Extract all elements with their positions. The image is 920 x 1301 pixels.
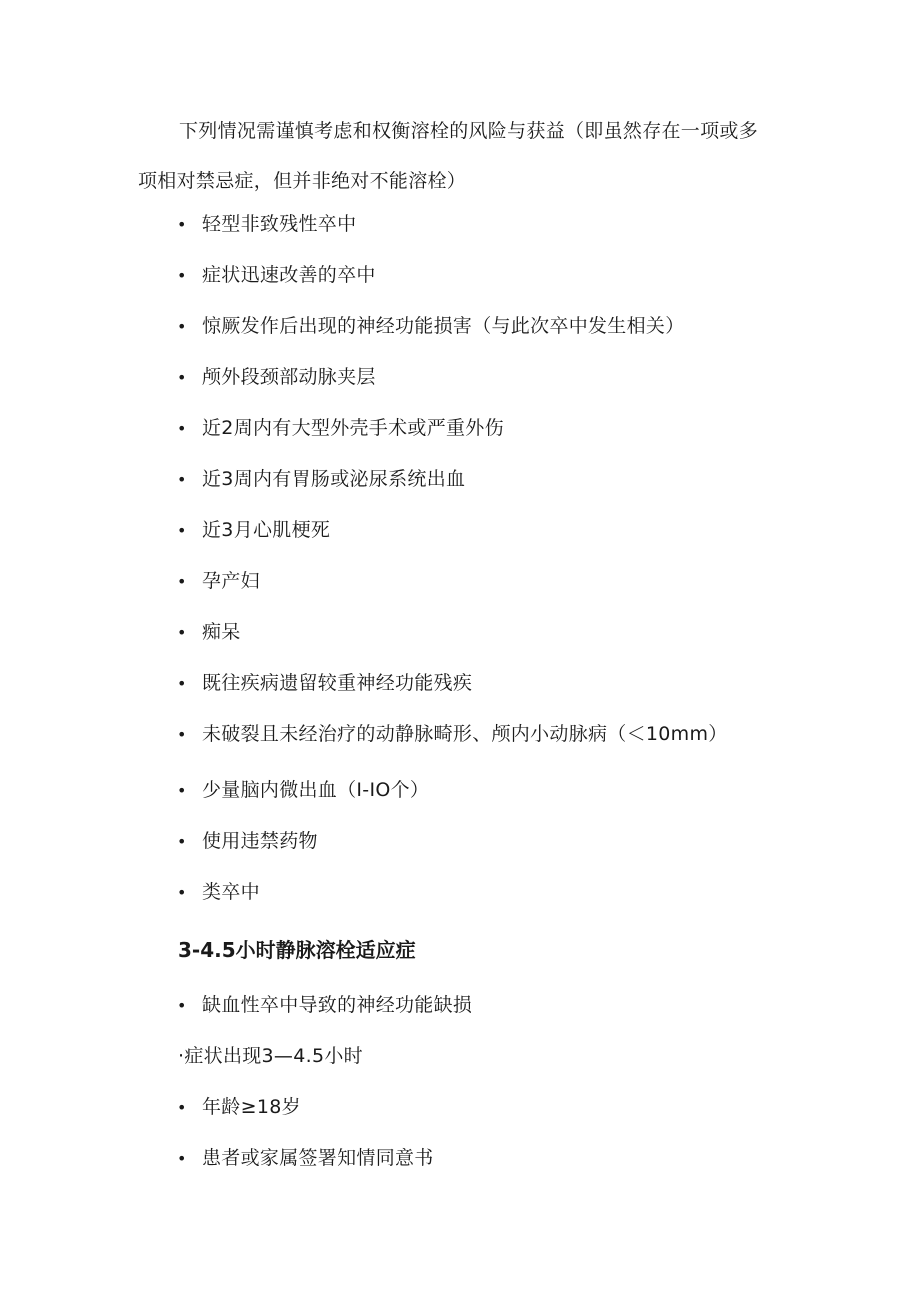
list-item: • 轻型非致残性卒中 <box>177 211 356 238</box>
bullet-icon: • <box>177 832 187 851</box>
list-item: • 使用违禁药物 <box>177 828 318 855</box>
list-item: • 少量脑内微出血（I-IO个） <box>177 777 429 804</box>
bullet-icon: • <box>177 1098 187 1117</box>
list-item: • 近3周内有胃肠或泌尿系统出血 <box>177 466 465 493</box>
bullet-icon: • <box>177 368 187 387</box>
list-item: • 缺血性卒中导致的神经功能缺损 <box>177 992 472 1019</box>
bullet-icon: • <box>177 725 187 744</box>
list-item: • 孕产妇 <box>177 568 260 595</box>
list-item: • 近3月心肌梗死 <box>177 517 330 544</box>
bullet-icon: • <box>177 419 187 438</box>
bullet-icon: • <box>177 572 187 591</box>
list-item: • 症状迅速改善的卒中 <box>177 262 376 289</box>
bullet-icon: • <box>177 266 187 285</box>
bullet-icon: • <box>177 470 187 489</box>
bullet-icon: • <box>177 883 187 902</box>
bullet-icon: • <box>177 623 187 642</box>
bullet-icon: • <box>177 521 187 540</box>
list-item: • 未破裂且未经治疗的动静脉畸形、颅内小动脉病（＜10mm） <box>177 721 728 748</box>
bullet-icon: • <box>177 674 187 693</box>
list-item: • 患者或家属签署知情同意书 <box>177 1145 434 1172</box>
list-item: • 既往疾病遗留较重神经功能残疾 <box>177 670 472 697</box>
list-item: • 近2周内有大型外壳手术或严重外伤 <box>177 415 504 442</box>
list-item: • 惊厥发作后出现的神经功能损害（与此次卒中发生相关） <box>177 313 685 340</box>
bullet-icon: • <box>177 1149 187 1168</box>
bullet-icon: • <box>177 996 187 1015</box>
list-item: • 年龄≥18岁 <box>177 1094 301 1121</box>
bullet-icon: • <box>177 317 187 336</box>
intro-paragraph: 下列情况需谨慎考虑和权衡溶栓的风险与获益（即虽然存在一项或多项相对禁忌症，但并非绝对不能溶栓） <box>138 120 759 192</box>
bullet-icon: • <box>177 215 187 234</box>
list-item: • 类卒中 <box>177 879 260 906</box>
list-item: ·症状出现3—4.5小时 <box>178 1045 363 1067</box>
list-item: • 痴呆 <box>177 619 241 646</box>
list-item: • 颅外段颈部动脉夹层 <box>177 364 376 391</box>
bullet-icon: • <box>177 781 187 800</box>
section-heading: 3-4.5小时静脉溶栓适应症 <box>178 938 416 962</box>
